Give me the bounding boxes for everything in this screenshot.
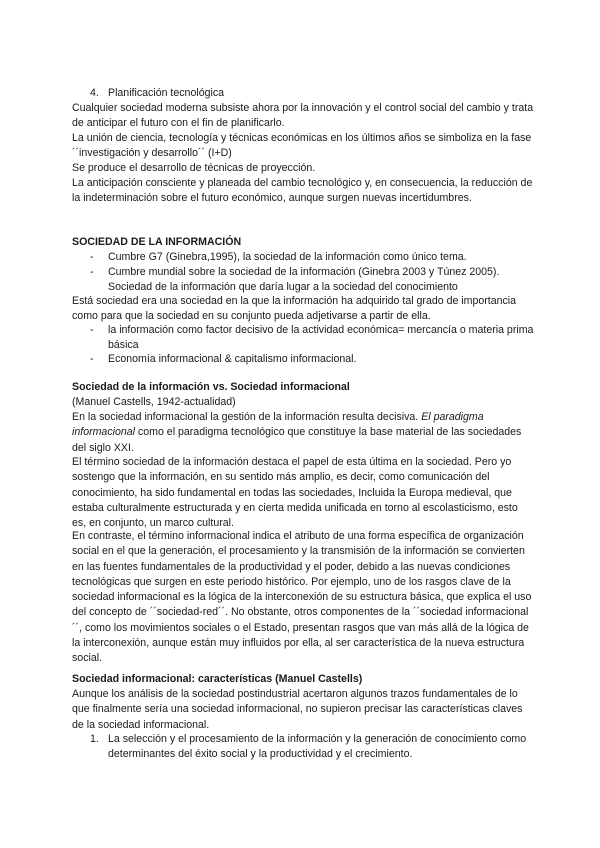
list-item-seleccion: La selección y el procesamiento de la información y la generación de conocimiento como determinantes del éxito social y la productividad y el crecimiento. [108,733,527,761]
section-heading: Sociedad de la información vs. Sociedad informacional [72,381,350,393]
bullet-item: Economía informacional & capitalismo informacional. [108,353,357,365]
paragraph: En contraste, el término informacional indica el atributo de una forma específica de organización social en el que la generación, el procesamiento y la transmisión de la información se convierten en las fuentes fundamentales de la productividad y el poder, debido a las nuevas condiciones tecnológicas que surgen en este periodo histórico. Por ejemplo, uno de los rasgos clave de la sociedad informacional es la lógica de la interconexión de su estructura básica, que explica el uso del concepto de ´´sociedad-red´´. No obstante, otros componentes de la ´´sociedad informacional´´, como los movimientos sociales o el Estado, presentan rasgos que van más allá de la lógica de la interconexión, aunque están muy influidos por ella, al ser característica de la nueva estructura social. [72,530,532,665]
section-heading: SOCIEDAD DE LA INFORMACIÓN [72,236,242,248]
paragraph [72,410,534,456]
paragraph: Está sociedad era una sociedad en la que la información ha adquirido tal grado de importancia como para que la sociedad en su conjunto pueda adjetivarse a partir de ella. [72,295,517,323]
section-heading: Sociedad informacional: características (Manuel Castells) [72,673,363,685]
subtitle: (Manuel Castells, 1942-actualidad) [72,396,236,408]
text-run: como el paradigma tecnológico que constituye la base material de las sociedades del siglo XXI. [72,426,522,454]
list-number: 4. [90,87,99,99]
text-run: En la sociedad informacional la gestión de la información resulta decisiva. [72,411,422,423]
bullet-item: Cumbre mundial sobre la sociedad de la información (Ginebra 2003 y Túnez 2005). Sociedad de la información que daría lugar a la sociedad del conocimiento [108,266,500,294]
paragraph: Aunque los análisis de la sociedad postindustrial acertaron algunos trazos fundamentales de lo que finalmente sería una sociedad informacional, no supieron precisar las características claves de la sociedad informacional. [72,688,523,731]
italic-term: El paradigma informacional [72,411,484,439]
paragraph: La unión de ciencia, tecnología y técnicas económicas en los últimos años se simboliza en la fase ´´investigación y desarrollo´´ (I+D) [72,132,532,160]
paragraph: El término sociedad de la información destaca el papel de esta última en la sociedad. Pero yo sostengo que la información, en su sentido más amplio, es decir, como comunicación del conocimiento, ha sido fundamental en todas las sociedades, Incluida la Europa medieval, que estaba culturalmente estructurada y en cierta medida unificada en torno al escolasticismo, esto es, en conjunto, un marco cultural. [72,456,518,530]
bullet-dash: - [90,251,94,263]
bullet-dash: - [90,324,94,336]
bullet-item: la información como factor decisivo de la actividad económica= mercancía o materia prima básica [108,324,534,352]
bullet-dash: - [90,266,94,278]
list-number: 1. [90,733,99,745]
bullet-dash: - [90,353,94,365]
list-item-planificacion: Planificación tecnológica [108,87,225,99]
paragraph: Cualquier sociedad moderna subsiste ahora por la innovación y el control social del cambio y trata de anticipar el futuro con el fin de planificarlo. [72,102,534,130]
paragraph: La anticipación consciente y planeada del cambio tecnológico y, en consecuencia, la reducción de la indeterminación sobre el futuro económico, aunque surgen nuevas incertidumbres. [72,177,533,205]
paragraph: Se produce el desarrollo de técnicas de proyección. [72,162,316,174]
bullet-item: Cumbre G7 (Ginebra,1995), la sociedad de la información como único tema. [108,251,467,263]
